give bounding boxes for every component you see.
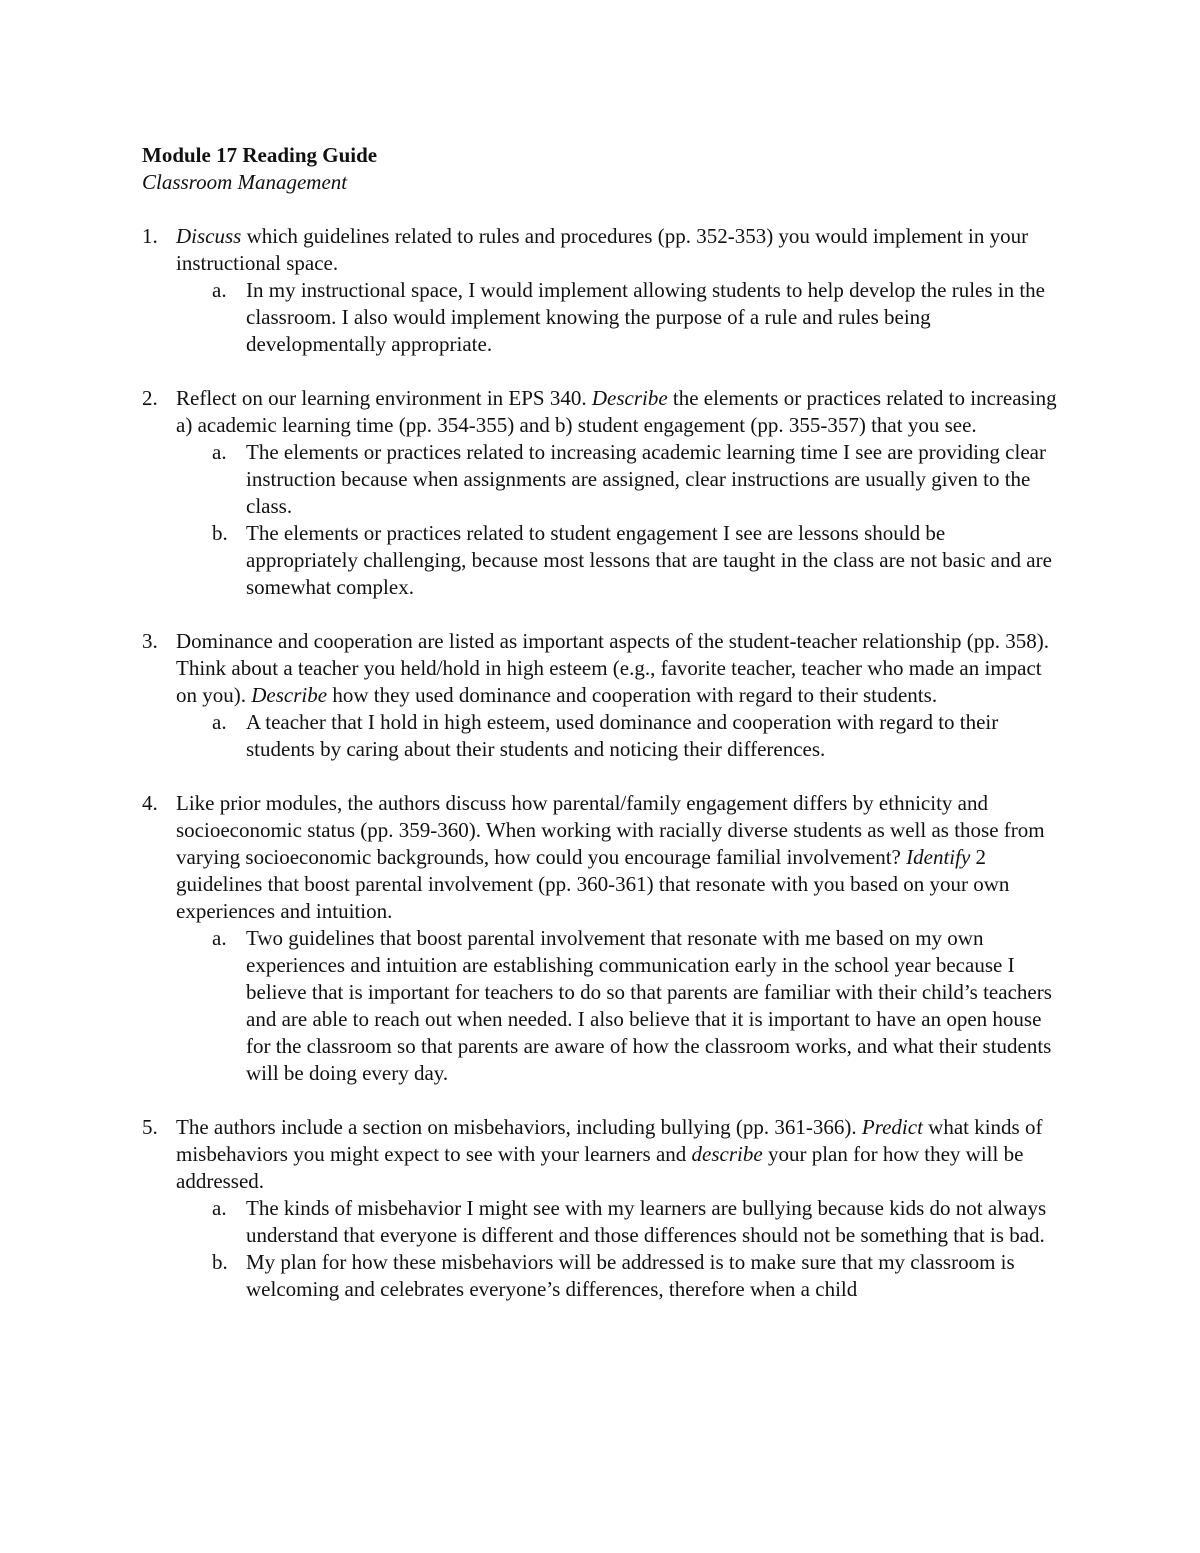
answer-text: The kinds of misbehavior I might see with my learners are bullying because kids do not always understand that everyone is different and those differences should not be something that is bad. [246,1196,1047,1247]
question-emphasis-2: describe [691,1142,763,1166]
answer-letter: a. [212,1196,227,1220]
question-body: 2 guidelines that boost parental involvement (pp. 360-361) that resonate with you based on your own experiences and intuition. [176,845,1010,923]
question-1 [142,223,1062,358]
answer-list [176,709,1062,763]
question-emphasis: Predict [861,1115,923,1139]
answer-item [176,709,1062,763]
answer-letter: a. [212,440,227,464]
answer-letter: a. [212,278,227,302]
question-emphasis: Describe [591,386,668,410]
answer-item [176,1249,1062,1303]
question-5 [142,1114,1062,1303]
answer-list [176,439,1062,601]
question-body: how they used dominance and cooperation with regard to their students. [327,683,938,707]
question-number: 3. [142,629,158,653]
question-text [176,385,1062,439]
question-4 [142,790,1062,1087]
answer-list [176,277,1062,358]
document-body [142,142,1062,1330]
question-lead: Dominance and cooperation are listed as important aspects of the student-teacher relationship (pp. 358). Think about a teacher you held/hold in high esteem (e.g., favorite teacher, teacher who made an impact on you). [176,629,1049,707]
question-body: the elements or practices related to increasing a) academic learning time (pp. 354-355) and b) student engagement (pp. 355-357) that you see. [176,386,1057,437]
answer-list [176,1195,1062,1303]
answer-item [176,439,1062,520]
document-title: Module 17 Reading Guide [142,143,378,167]
question-number: 5. [142,1115,158,1139]
document-subtitle: Classroom Management [142,170,348,194]
question-number: 4. [142,791,158,815]
answer-letter: a. [212,926,227,950]
question-text [176,790,1062,925]
question-number: 1. [142,224,158,248]
question-body: your plan for how they will be addressed. [176,1142,1024,1193]
answer-text: The elements or practices related to increasing academic learning time I see are providing clear instruction because when assignments are assigned, clear instructions are usually given to the class. [246,440,1046,518]
question-text [176,223,1062,277]
question-emphasis: Discuss [176,224,242,248]
answer-letter: b. [212,1250,228,1274]
answer-letter: a. [212,710,227,734]
answer-text: The elements or practices related to student engagement I see are lessons should be appropriately challenging, because most lessons that are taught in the class are not basic and are somewhat complex. [246,521,1052,599]
answer-list [176,925,1062,1087]
question-middle: what kinds of misbehaviors you might expect to see with your learners and [176,1115,1043,1166]
answer-item [176,1195,1062,1249]
answer-letter: b. [212,521,228,545]
question-emphasis: Describe [251,683,328,707]
question-text [176,628,1062,709]
question-lead: Like prior modules, the authors discuss how parental/family engagement differs by ethnicity and socioeconomic status (pp. 359-360). When working with racially diverse students as well as those from varying socioeconomic backgrounds, how could you encourage familial involvement? [176,791,1045,869]
answer-item [176,925,1062,1087]
question-2 [142,385,1062,601]
answer-item [176,520,1062,601]
answer-item [176,277,1062,358]
answer-text: Two guidelines that boost parental involvement that resonate with me based on my own experiences and intuition are establishing communication early in the school year because I believe that is important for teachers to do so that parents are familiar with their child’s teachers and are able to reach out when needed. I also believe that it is important to have an open house for the classroom so that parents are aware of how the classroom works, and what their students will be doing every day. [246,926,1052,1085]
question-emphasis: Identify [906,845,971,869]
question-text [176,1114,1062,1195]
question-lead: Reflect on our learning environment in EPS 340. [176,386,592,410]
question-number: 2. [142,386,158,410]
answer-text: My plan for how these misbehaviors will be addressed is to make sure that my classroom is welcoming and celebrates everyone’s differences, therefore when a child [246,1250,1015,1301]
answer-text: A teacher that I hold in high esteem, used dominance and cooperation with regard to their students by caring about their students and noticing their differences. [246,710,999,761]
question-3 [142,628,1062,763]
question-body: which guidelines related to rules and procedures (pp. 352-353) you would implement in your instructional space. [176,224,1029,275]
question-lead: The authors include a section on misbehaviors, including bullying (pp. 361-366). [176,1115,862,1139]
answer-text: In my instructional space, I would implement allowing students to help develop the rules in the classroom. I also would implement knowing the purpose of a rule and rules being developmentally appropriate. [246,278,1046,356]
